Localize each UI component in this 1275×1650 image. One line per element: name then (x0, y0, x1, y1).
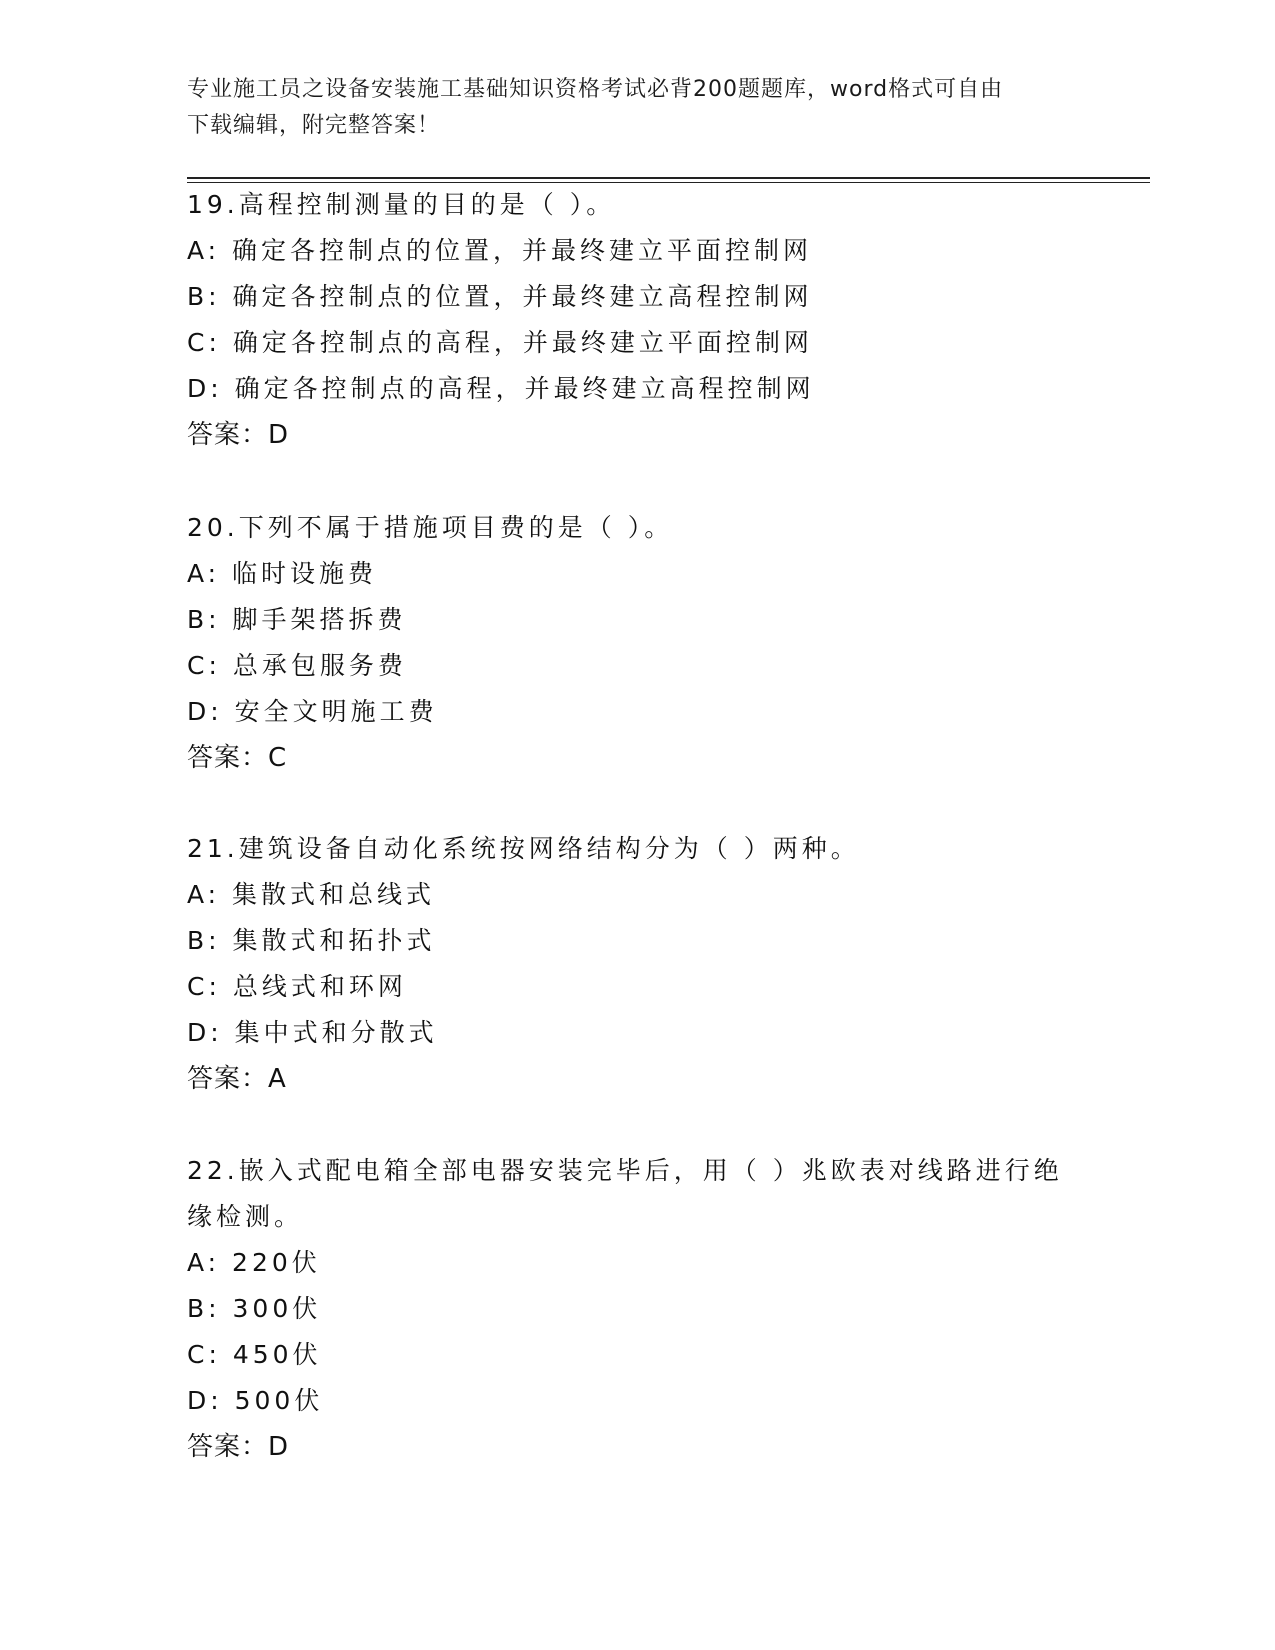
question-22 (187, 1148, 1067, 1470)
option-c: C: 总承包服务费 (187, 651, 407, 680)
option-d: D: 安全文明施工费 (187, 697, 438, 726)
document-header (187, 72, 1067, 144)
option-d: D: 集中式和分散式 (187, 1018, 438, 1047)
header-line-1: 专业施工员之设备安装施工基础知识资格考试必背200题题库，word格式可自由 (187, 77, 1004, 102)
option-d: D: 确定各控制点的高程，并最终建立高程控制网 (187, 374, 815, 403)
option-d: D: 500伏 (187, 1386, 324, 1415)
answer: 答案：D (187, 1432, 290, 1462)
answer: 答案：A (187, 1064, 287, 1094)
question-stem: 19.高程控制测量的目的是（ ）。 (187, 190, 616, 219)
question-stem: 20.下列不属于措施项目费的是（ ）。 (187, 513, 674, 542)
question-stem-line-2: 缘检测。 (187, 1202, 304, 1231)
option-a: A: 220伏 (187, 1248, 321, 1277)
option-b: B: 脚手架搭拆费 (187, 605, 407, 634)
option-a: A: 集散式和总线式 (187, 880, 436, 909)
question-19 (187, 182, 1067, 458)
option-a: A: 确定各控制点的位置，并最终建立平面控制网 (187, 236, 813, 265)
option-b: B: 300伏 (187, 1294, 322, 1323)
question-stem-line-1: 22.嵌入式配电箱全部电器安装完毕后，用（ ）兆欧表对线路进行绝 (187, 1156, 1063, 1185)
option-a: A: 临时设施费 (187, 559, 378, 588)
answer: 答案：C (187, 743, 288, 773)
question-stem: 21.建筑设备自动化系统按网络结构分为（ ）两种。 (187, 834, 860, 863)
question-20 (187, 505, 1067, 781)
question-21 (187, 826, 1067, 1102)
option-b: B: 确定各控制点的位置，并最终建立高程控制网 (187, 282, 813, 311)
header-divider-thick (187, 177, 1150, 179)
option-b: B: 集散式和拓扑式 (187, 926, 436, 955)
option-c: C: 总线式和环网 (187, 972, 407, 1001)
answer: 答案：D (187, 420, 290, 450)
header-line-2: 下载编辑，附完整答案！ (187, 113, 441, 138)
option-c: C: 确定各控制点的高程，并最终建立平面控制网 (187, 328, 813, 357)
option-c: C: 450伏 (187, 1340, 322, 1369)
